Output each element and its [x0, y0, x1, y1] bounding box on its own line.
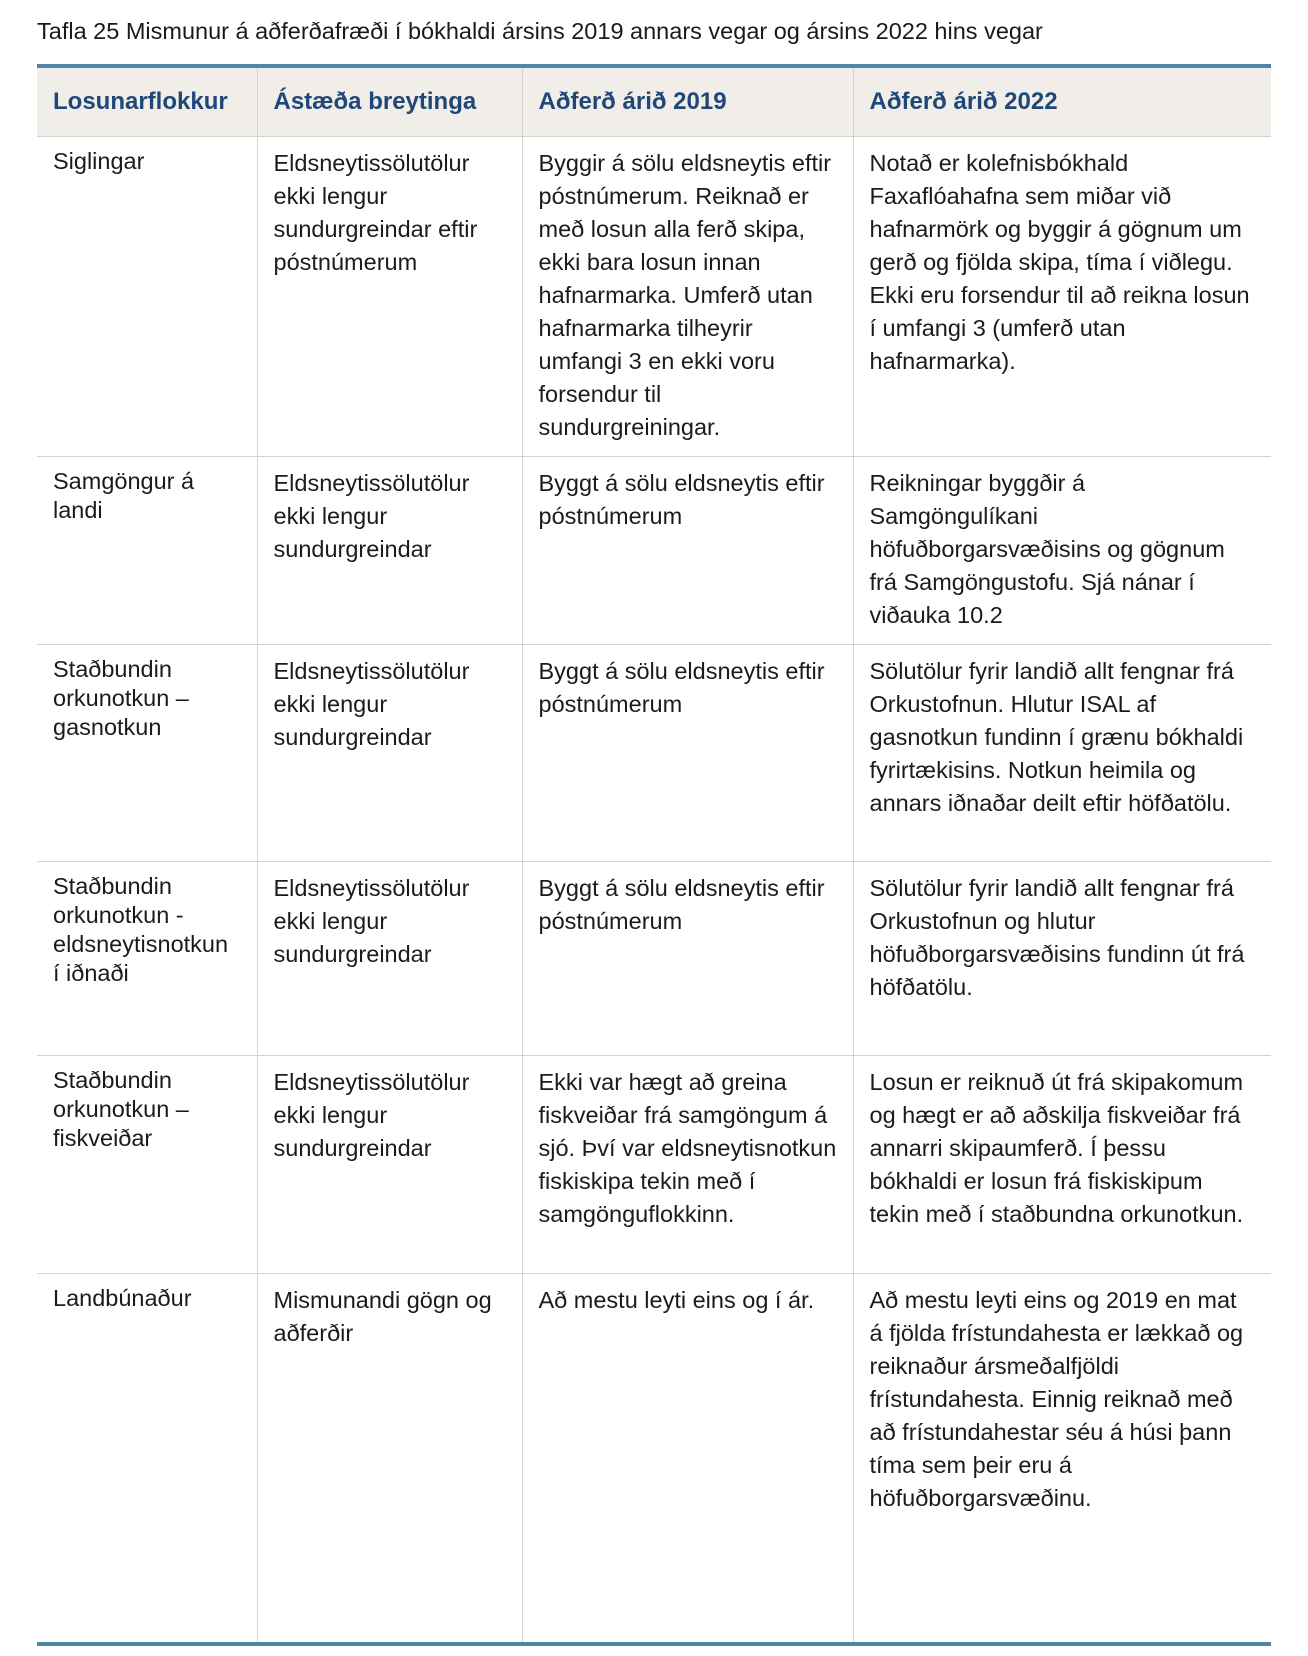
cell-category: Staðbundin orkunotkun – fiskveiðar: [37, 1056, 257, 1274]
cell-method-2019: Byggir á sölu eldsneytis eftir póstnúmerum. Reiknað er með losun alla ferð skipa, ekki bara losun innan hafnarmarka. Umferð utan hafnarmarka tilheyrir umfangi 3 en ekki voru forsendur til sundurgreiningar.: [522, 137, 853, 457]
cell-category: Siglingar: [37, 137, 257, 457]
cell-category: Samgöngur á landi: [37, 457, 257, 645]
table-row: [37, 1056, 1271, 1274]
cell-method-2022: Að mestu leyti eins og 2019 en mat á fjölda frístundahesta er lækkað og reiknaður ársmeðalfjöldi frístundahesta. Einnig reiknað með að frístundahestar séu á húsi þann tíma sem þeir eru á höfuðborgarsvæðinu.: [853, 1274, 1271, 1644]
cell-reason: Eldsneytissölutölur ekki lengur sundurgreindar: [257, 1056, 522, 1274]
header-method-2022: Aðferð árið 2022: [853, 66, 1271, 137]
table-row: [37, 457, 1271, 645]
header-reason-for-change: Ástæða breytinga: [257, 66, 522, 137]
cell-method-2019: Byggt á sölu eldsneytis eftir póstnúmerum: [522, 457, 853, 645]
cell-method-2022: Sölutölur fyrir landið allt fengnar frá Orkustofnun. Hlutur ISAL af gasnotkun fundinn í grænu bókhaldi fyrirtækisins. Notkun heimila og annars iðnaðar deilt eftir höfðatölu.: [853, 645, 1271, 862]
methodology-table: [37, 64, 1271, 1646]
header-method-2019: Aðferð árið 2019: [522, 66, 853, 137]
cell-category: Landbúnaður: [37, 1274, 257, 1644]
table-header: [37, 66, 1271, 137]
cell-method-2019: Ekki var hægt að greina fiskveiðar frá samgöngum á sjó. Því var eldsneytisnotkun fiskiskipa tekin með í samgönguflokkinn.: [522, 1056, 853, 1274]
cell-method-2019: Byggt á sölu eldsneytis eftir póstnúmerum: [522, 645, 853, 862]
methodology-table-container: [37, 64, 1271, 1646]
table-row: [37, 862, 1271, 1056]
cell-method-2022: Losun er reiknuð út frá skipakomum og hægt er að aðskilja fiskveiðar frá annarri skipaumferð. Í þessu bókhaldi er losun frá fiskiskipum tekin með í staðbundna orkunotkun.: [853, 1056, 1271, 1274]
cell-reason: Eldsneytissölutölur ekki lengur sundurgreindar eftir póstnúmerum: [257, 137, 522, 457]
cell-method-2019: Byggt á sölu eldsneytis eftir póstnúmerum: [522, 862, 853, 1056]
cell-method-2022: Sölutölur fyrir landið allt fengnar frá Orkustofnun og hlutur höfuðborgarsvæðisins fundinn út frá höfðatölu.: [853, 862, 1271, 1056]
cell-reason: Eldsneytissölutölur ekki lengur sundurgreindar: [257, 862, 522, 1056]
cell-method-2022: Reikningar byggðir á Samgöngulíkani höfuðborgarsvæðisins og gögnum frá Samgöngustofu. Sjá nánar í viðauka 10.2: [853, 457, 1271, 645]
header-row: [37, 66, 1271, 137]
cell-reason: Eldsneytissölutölur ekki lengur sundurgreindar: [257, 645, 522, 862]
table-caption: Tafla 25 Mismunur á aðferðafræði í bókhaldi ársins 2019 annars vegar og ársins 2022 hins vegar: [37, 18, 1043, 44]
cell-category: Staðbundin orkunotkun - eldsneytisnotkun í iðnaði: [37, 862, 257, 1056]
table-row: [37, 645, 1271, 862]
header-emission-category: Losunarflokkur: [37, 66, 257, 137]
cell-category: Staðbundin orkunotkun – gasnotkun: [37, 645, 257, 862]
cell-reason: Mismunandi gögn og aðferðir: [257, 1274, 522, 1644]
table-body: [37, 137, 1271, 1644]
cell-reason: Eldsneytissölutölur ekki lengur sundurgreindar: [257, 457, 522, 645]
table-row: [37, 1274, 1271, 1644]
cell-method-2019: Að mestu leyti eins og í ár.: [522, 1274, 853, 1644]
cell-method-2022: Notað er kolefnisbókhald Faxaflóahafna sem miðar við hafnarmörk og byggir á gögnum um gerð og fjölda skipa, tíma í viðlegu. Ekki eru forsendur til að reikna losun í umfangi 3 (umferð utan hafnarmarka).: [853, 137, 1271, 457]
table-row: [37, 137, 1271, 457]
